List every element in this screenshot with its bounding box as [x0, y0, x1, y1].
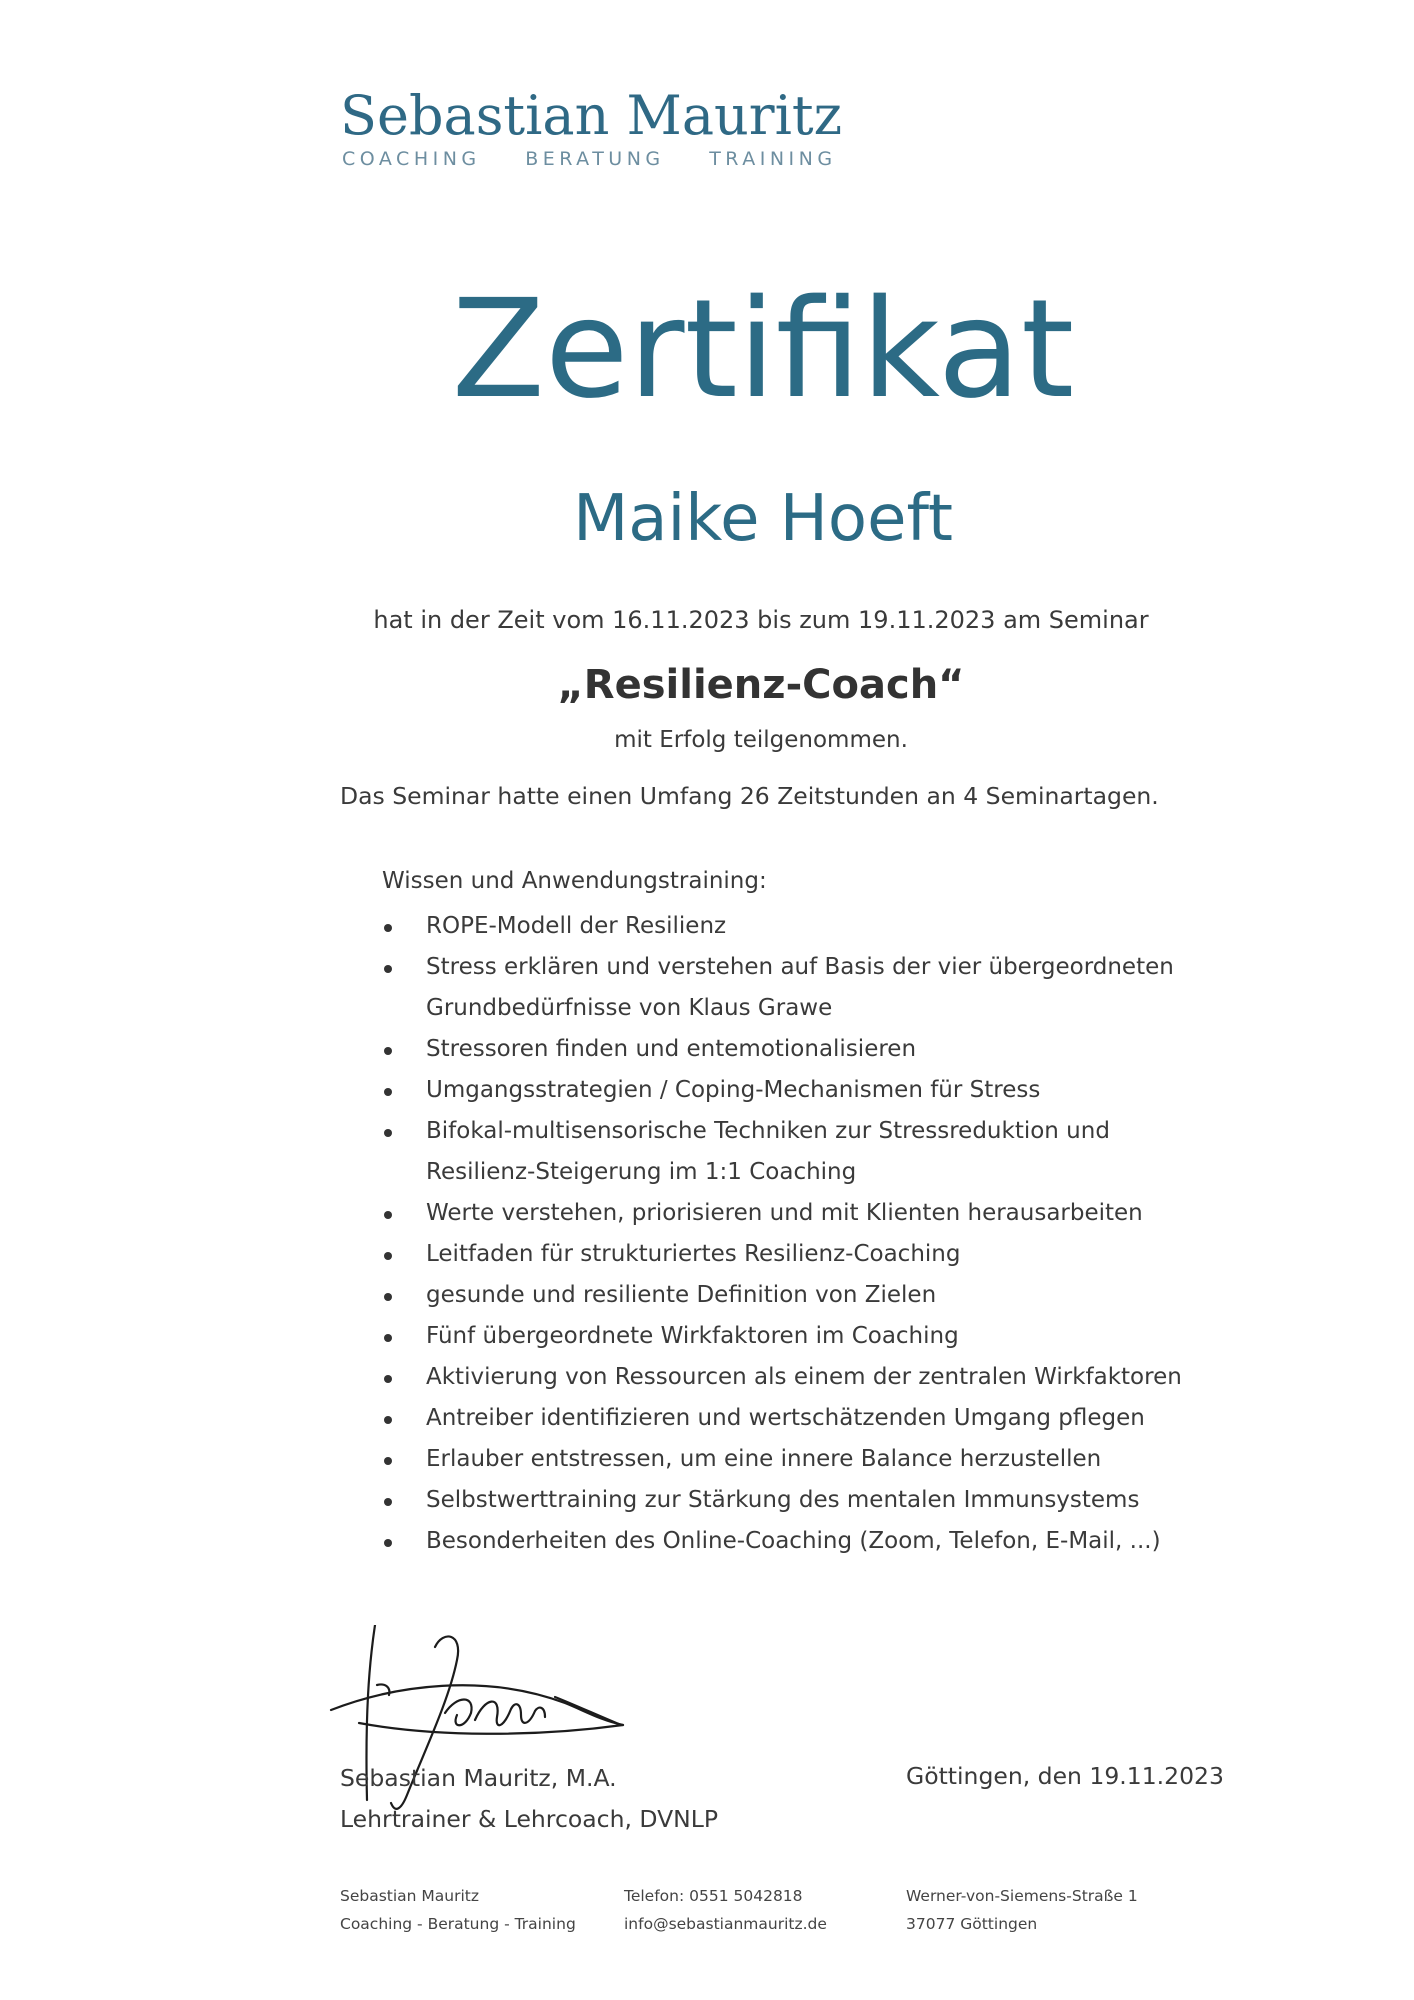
- list-item: Leitfaden für strukturiertes Resilienz-Coaching: [382, 1234, 1182, 1275]
- topics-list: [382, 906, 1182, 1562]
- list-item: Bifokal-multisensorische Techniken zur Stressreduktion und: [382, 1111, 1182, 1152]
- footer-city: 37077 Göttingen: [906, 1915, 1038, 1933]
- list-item: Selbstwerttraining zur Stärkung des mentalen Immunsystems: [382, 1480, 1182, 1521]
- signer-role: Lehrtrainer & Lehrcoach, DVNLP: [340, 1805, 719, 1833]
- footer-address: [906, 1882, 1138, 1938]
- logo-tag-training: TRAINING: [709, 148, 837, 170]
- logo-tagline: [342, 148, 871, 170]
- list-item: ROPE-Modell der Resilienz: [382, 906, 1182, 947]
- list-item: Fünf übergeordnete Wirkfaktoren im Coaching: [382, 1316, 1182, 1357]
- footer-street: Werner-von-Siemens-Straße 1: [906, 1887, 1138, 1905]
- seminar-scope: Das Seminar hatte einen Umfang 26 Zeitstunden an 4 Seminartagen.: [340, 782, 1159, 810]
- signer-name: Sebastian Mauritz, M.A.: [340, 1764, 617, 1792]
- list-item: Umgangsstrategien / Coping-Mechanismen für Stress: [382, 1070, 1182, 1111]
- list-item-continuation: Grundbedürfnisse von Klaus Grawe: [426, 995, 833, 1021]
- list-item: Erlauber entstressen, um eine innere Balance herzustellen: [382, 1439, 1182, 1480]
- intro-text: hat in der Zeit vom 16.11.2023 bis zum 19.11.2023 am Seminar: [373, 606, 1149, 634]
- footer-contact: [624, 1882, 827, 1938]
- footer-company-name: Sebastian Mauritz: [340, 1887, 480, 1905]
- list-item: Stress erklären und verstehen auf Basis der vier übergeordneten: [382, 947, 1182, 988]
- logo-tag-beratung: BERATUNG: [525, 148, 665, 170]
- footer-company-services: Coaching - Beratung - Training: [340, 1915, 576, 1933]
- place-date: Göttingen, den 19.11.2023: [906, 1762, 1224, 1790]
- list-item: Aktivierung von Ressourcen als einem der zentralen Wirkfaktoren: [382, 1357, 1182, 1398]
- certificate-title: Zertifikat: [451, 271, 1075, 429]
- list-item: Antreiber identifizieren und wertschätzenden Umgang pflegen: [382, 1398, 1182, 1439]
- list-item-continuation: Resilienz-Steigerung im 1:1 Coaching: [426, 1159, 857, 1185]
- list-item: Stressoren finden und entemotionalisieren: [382, 1029, 1182, 1070]
- seminar-name: „Resilienz-Coach“: [557, 662, 965, 708]
- logo-tag-coaching: COACHING: [342, 148, 481, 170]
- footer-phone: Telefon: 0551 5042818: [624, 1887, 803, 1905]
- logo-name: Sebastian Mauritz: [340, 84, 843, 147]
- topics-heading: Wissen und Anwendungstraining:: [382, 868, 767, 894]
- recipient-name: Maike Hoeft: [573, 482, 953, 556]
- list-item: gesunde und resiliente Definition von Zielen: [382, 1275, 1182, 1316]
- list-item: Werte verstehen, priorisieren und mit Klienten herausarbeiten: [382, 1193, 1182, 1234]
- footer-company: [340, 1882, 576, 1938]
- success-text: mit Erfolg teilgenommen.: [614, 727, 908, 753]
- signature-icon: [325, 1625, 645, 1825]
- footer-email: info@sebastianmauritz.de: [624, 1915, 827, 1933]
- list-item: Besonderheiten des Online-Coaching (Zoom, Telefon, E-Mail, ...): [382, 1521, 1182, 1562]
